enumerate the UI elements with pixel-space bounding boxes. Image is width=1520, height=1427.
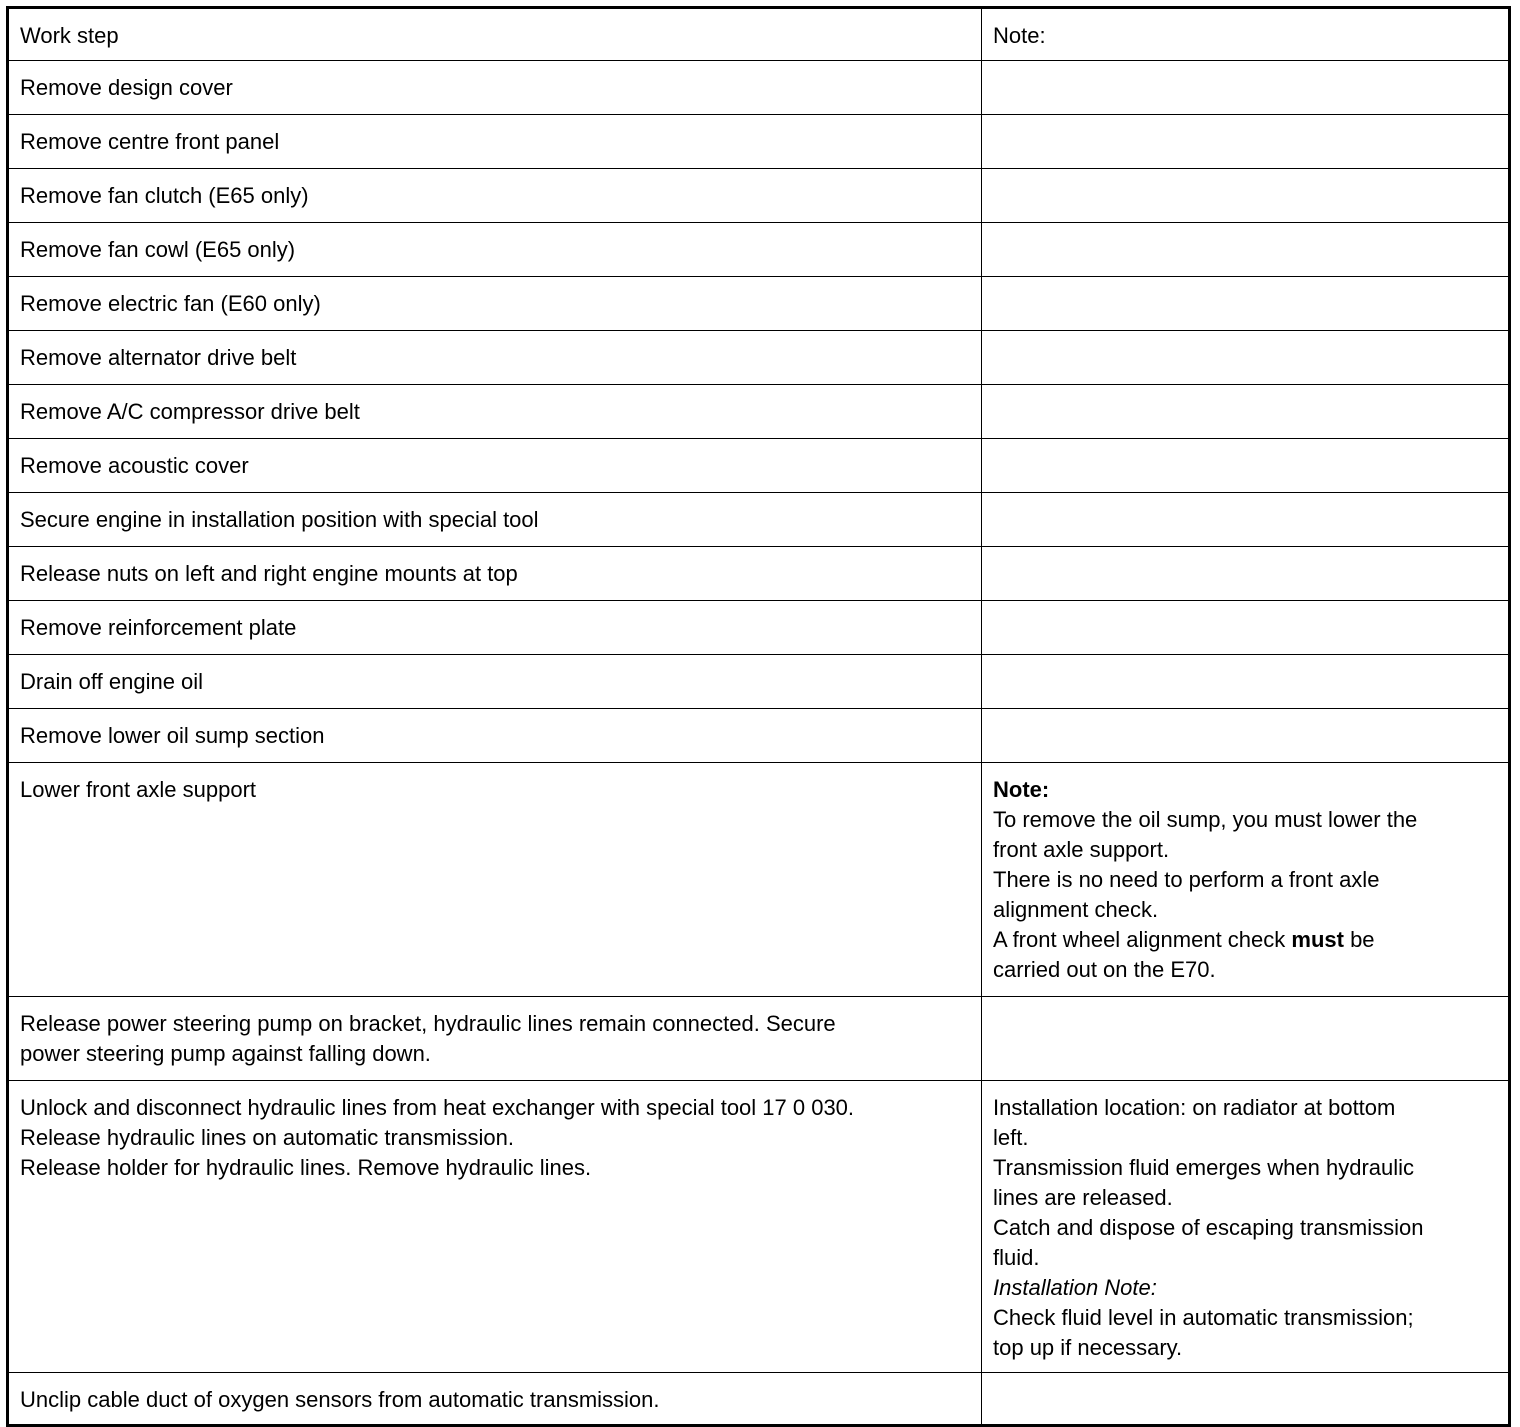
note-line: Check fluid level in automatic transmission;: [993, 1305, 1414, 1330]
step-line: power steering pump against falling down.: [20, 1041, 431, 1066]
table-row: [8, 115, 1510, 169]
note-cell: [982, 547, 1510, 601]
work-step-cell: Remove A/C compressor drive belt: [8, 385, 982, 439]
table-row: [8, 61, 1510, 115]
note-cell: [982, 763, 1510, 997]
table-header-row: [8, 8, 1510, 61]
table-row: [8, 709, 1510, 763]
note-line: lines are released.: [993, 1185, 1173, 1210]
note-line: left.: [993, 1125, 1029, 1150]
note-text: A front wheel alignment check: [993, 927, 1292, 952]
work-step-cell: [8, 1081, 982, 1373]
table-row: [8, 223, 1510, 277]
installation-note-heading: Installation Note:: [993, 1275, 1157, 1300]
note-line: Installation location: on radiator at bottom: [993, 1095, 1396, 1120]
note-emphasis: must: [1291, 927, 1344, 952]
work-step-cell: Remove acoustic cover: [8, 439, 982, 493]
work-step-cell: Remove fan cowl (E65 only): [8, 223, 982, 277]
note-cell: [982, 169, 1510, 223]
table-row: [8, 277, 1510, 331]
table-row: [8, 601, 1510, 655]
work-step-cell: Drain off engine oil: [8, 655, 982, 709]
table-row: [8, 331, 1510, 385]
note-cell: [982, 1081, 1510, 1373]
note-cell: [982, 331, 1510, 385]
note-cell: [982, 439, 1510, 493]
note-line: To remove the oil sump, you must lower the: [993, 807, 1418, 832]
work-step-cell: Remove design cover: [8, 61, 982, 115]
note-heading: Note:: [993, 777, 1050, 802]
work-step-cell: Remove fan clutch (E65 only): [8, 169, 982, 223]
work-step-cell: Secure engine in installation position with special tool: [8, 493, 982, 547]
note-cell: [982, 61, 1510, 115]
note-line: [993, 925, 1498, 955]
table-row: [8, 997, 1510, 1081]
note-line: front axle support.: [993, 837, 1170, 862]
step-line: Release hydraulic lines on automatic transmission.: [20, 1125, 515, 1150]
step-line: Unlock and disconnect hydraulic lines from heat exchanger with special tool 17 0 030.: [20, 1095, 855, 1120]
note-cell: [982, 655, 1510, 709]
note-line: Catch and dispose of escaping transmission: [993, 1215, 1424, 1240]
note-line: Transmission fluid emerges when hydraulic: [993, 1155, 1415, 1180]
work-step-cell: [8, 997, 982, 1081]
note-line: top up if necessary.: [993, 1335, 1183, 1360]
table-row: [8, 169, 1510, 223]
table-row: [8, 1373, 1510, 1426]
note-cell: [982, 493, 1510, 547]
note-cell: [982, 709, 1510, 763]
note-cell: [982, 1373, 1510, 1426]
table-row: [8, 385, 1510, 439]
note-text: be: [1343, 927, 1375, 952]
work-step-cell: Remove centre front panel: [8, 115, 982, 169]
work-step-header: Work step: [8, 8, 982, 61]
note-line: carried out on the E70.: [993, 957, 1216, 982]
work-step-cell: Remove alternator drive belt: [8, 331, 982, 385]
work-steps-table: [6, 6, 1511, 1427]
table-row: [8, 493, 1510, 547]
work-step-cell: Lower front axle support: [8, 763, 982, 997]
note-cell: [982, 223, 1510, 277]
work-step-cell: Remove electric fan (E60 only): [8, 277, 982, 331]
step-line: Release holder for hydraulic lines. Remove hydraulic lines.: [20, 1155, 592, 1180]
table-row: [8, 655, 1510, 709]
work-step-cell: Release nuts on left and right engine mounts at top: [8, 547, 982, 601]
note-line: fluid.: [993, 1245, 1040, 1270]
work-step-cell: Remove lower oil sump section: [8, 709, 982, 763]
table-row: [8, 439, 1510, 493]
note-line: alignment check.: [993, 897, 1159, 922]
work-step-cell: Remove reinforcement plate: [8, 601, 982, 655]
table-row: [8, 1081, 1510, 1373]
note-line: There is no need to perform a front axle: [993, 867, 1380, 892]
table-row: [8, 763, 1510, 997]
note-cell: [982, 277, 1510, 331]
note-cell: [982, 385, 1510, 439]
note-cell: [982, 115, 1510, 169]
work-step-cell: Unclip cable duct of oxygen sensors from automatic transmission.: [8, 1373, 982, 1426]
note-cell: [982, 601, 1510, 655]
note-header: Note:: [982, 8, 1510, 61]
note-cell: [982, 997, 1510, 1081]
table-row: [8, 547, 1510, 601]
step-line: Release power steering pump on bracket, hydraulic lines remain connected. Secure: [20, 1011, 836, 1036]
